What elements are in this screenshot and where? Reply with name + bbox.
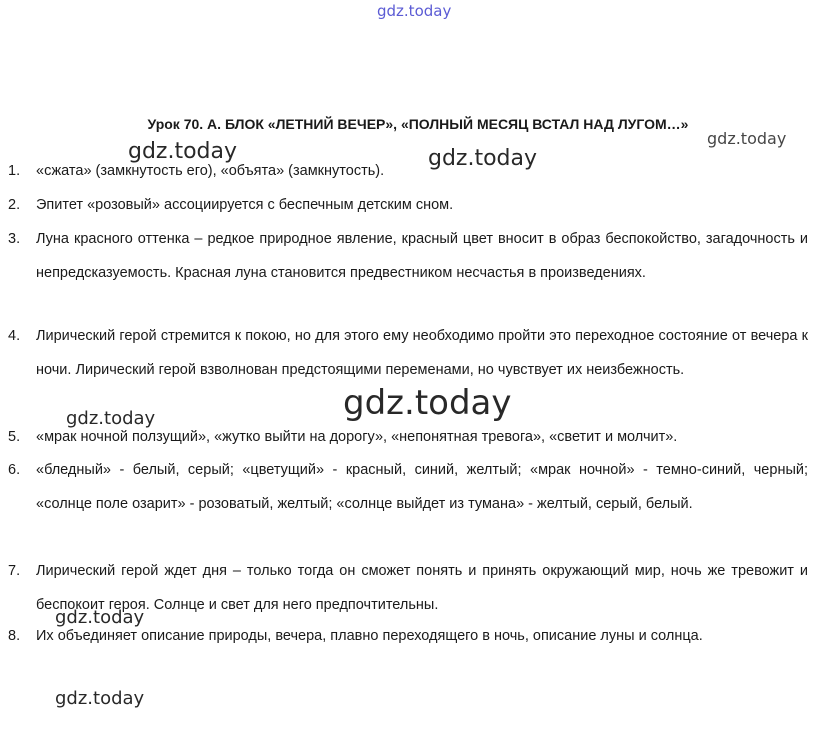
lesson-title: Урок 70. А. БЛОК «ЛЕТНИЙ ВЕЧЕР», «ПОЛНЫЙ МЕСЯЦ ВСТАЛ НАД ЛУГОМ…» — [147, 116, 689, 132]
item-text: «мрак ночной ползущий», «жутко выйти на дорогу», «непонятная тревога», «светит и молчит». — [36, 429, 678, 445]
list-item — [8, 223, 808, 290]
item-text: Лирический герой стремится к покою, но для этого ему необходимо пройти это переходное состояние от вечера к ночи. Лирический герой взволнован предстоящими переменами, но чувствует их неизбежность. — [36, 328, 808, 378]
item-number: 4. — [8, 328, 21, 344]
item-number: 1. — [8, 163, 21, 179]
item-number: 2. — [8, 197, 21, 213]
item-text: Лирический герой ждет дня – только тогда он сможет понять и принять окружающий мир, ночь же тревожит и беспокоит героя. Солнце и свет для него предпочтительны. — [36, 563, 808, 613]
list-item — [8, 189, 808, 223]
watermark-b: gdz.today — [428, 146, 538, 171]
watermark-a: gdz.today — [128, 139, 238, 164]
item-text: Луна красного оттенка – редкое природное явление, красный цвет вносит в образ беспокойство, загадочность и непредсказуемость. Красная луна становится предвестником несчастья в произведениях. — [36, 231, 808, 281]
watermark-c: gdz.today — [66, 408, 156, 429]
item-number: 5. — [8, 429, 21, 445]
item-text: Их объединяет описание природы, вечера, плавно переходящего в ночь, описание луны и солнца. — [36, 628, 703, 644]
item-text: «бледный» - белый, серый; «цветущий» - красный, синий, желтый; «мрак ночной» - темно-синий, черный; «солнце поле озарит» - розоватый, желтый; «солнце выйдет из тумана» - желтый, серый, белый. — [36, 462, 808, 512]
watermark-d: gdz.today — [55, 607, 145, 628]
item-number: 6. — [8, 462, 21, 478]
item-text: «сжата» (замкнутость его), «объята» (замкнутость). — [36, 163, 385, 179]
item-number: 3. — [8, 231, 21, 247]
item-text: Эпитет «розовый» ассоциируется с беспечным детским сном. — [36, 197, 454, 213]
item-number: 7. — [8, 563, 21, 579]
list-item — [8, 454, 808, 521]
list-item — [8, 320, 808, 387]
watermark-right: gdz.today — [707, 129, 787, 148]
watermark-big: gdz.today — [343, 383, 512, 423]
watermark-top: gdz.today — [377, 2, 452, 20]
watermark-e: gdz.today — [55, 688, 145, 709]
item-number: 8. — [8, 628, 21, 644]
